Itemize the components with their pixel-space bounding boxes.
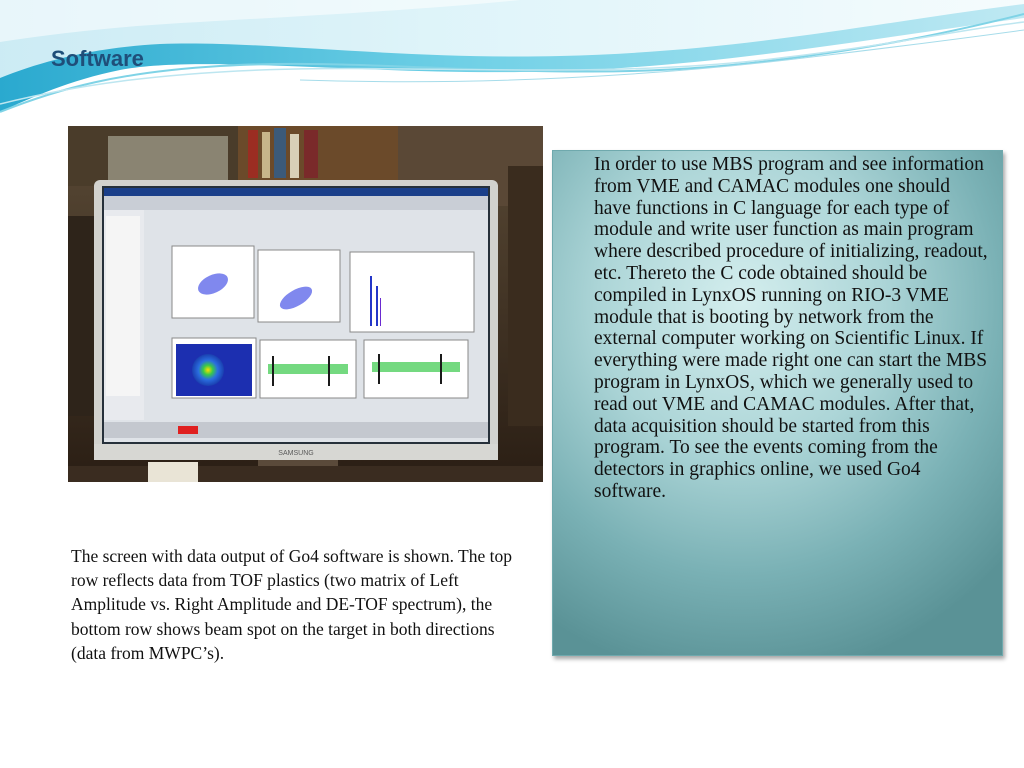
description-text: In order to use MBS program and see information from VME and CAMAC modules one should have functions in C language for each type of module and write user function as main program where described procedure of initializing, readout, etc. Thereto the C code obtained should be compiled in LynxOS running on RIO-3 VME module that is booting by network from the external computer working on Scientific Linux. If everything were made right one can start the MBS program in LynxOS, which we generally used to read out VME and CAMAC modules. After that, data acquisition should be started from this program. To see the events coming from the detectors in graphics online, we used Go4 software. — [594, 154, 988, 502]
header-wave-decoration — [0, 0, 1024, 130]
monitor-photo — [68, 126, 543, 482]
monitor-photo-illustration — [68, 126, 543, 482]
photo-caption-text: The screen with data output of Go4 software is shown. The top row reflects data from TOF plastics (two matrix of Left Amplitude vs. Right Amplitude and DE-TOF spectrum), the bottom row shows beam spot on the target in both directions (data from MWPC’s). — [71, 546, 512, 663]
description-textbox — [552, 150, 1003, 656]
monitor-brand-label: SAMSUNG — [278, 450, 314, 457]
slide-title: Software — [51, 46, 144, 71]
photo-caption — [71, 544, 521, 665]
